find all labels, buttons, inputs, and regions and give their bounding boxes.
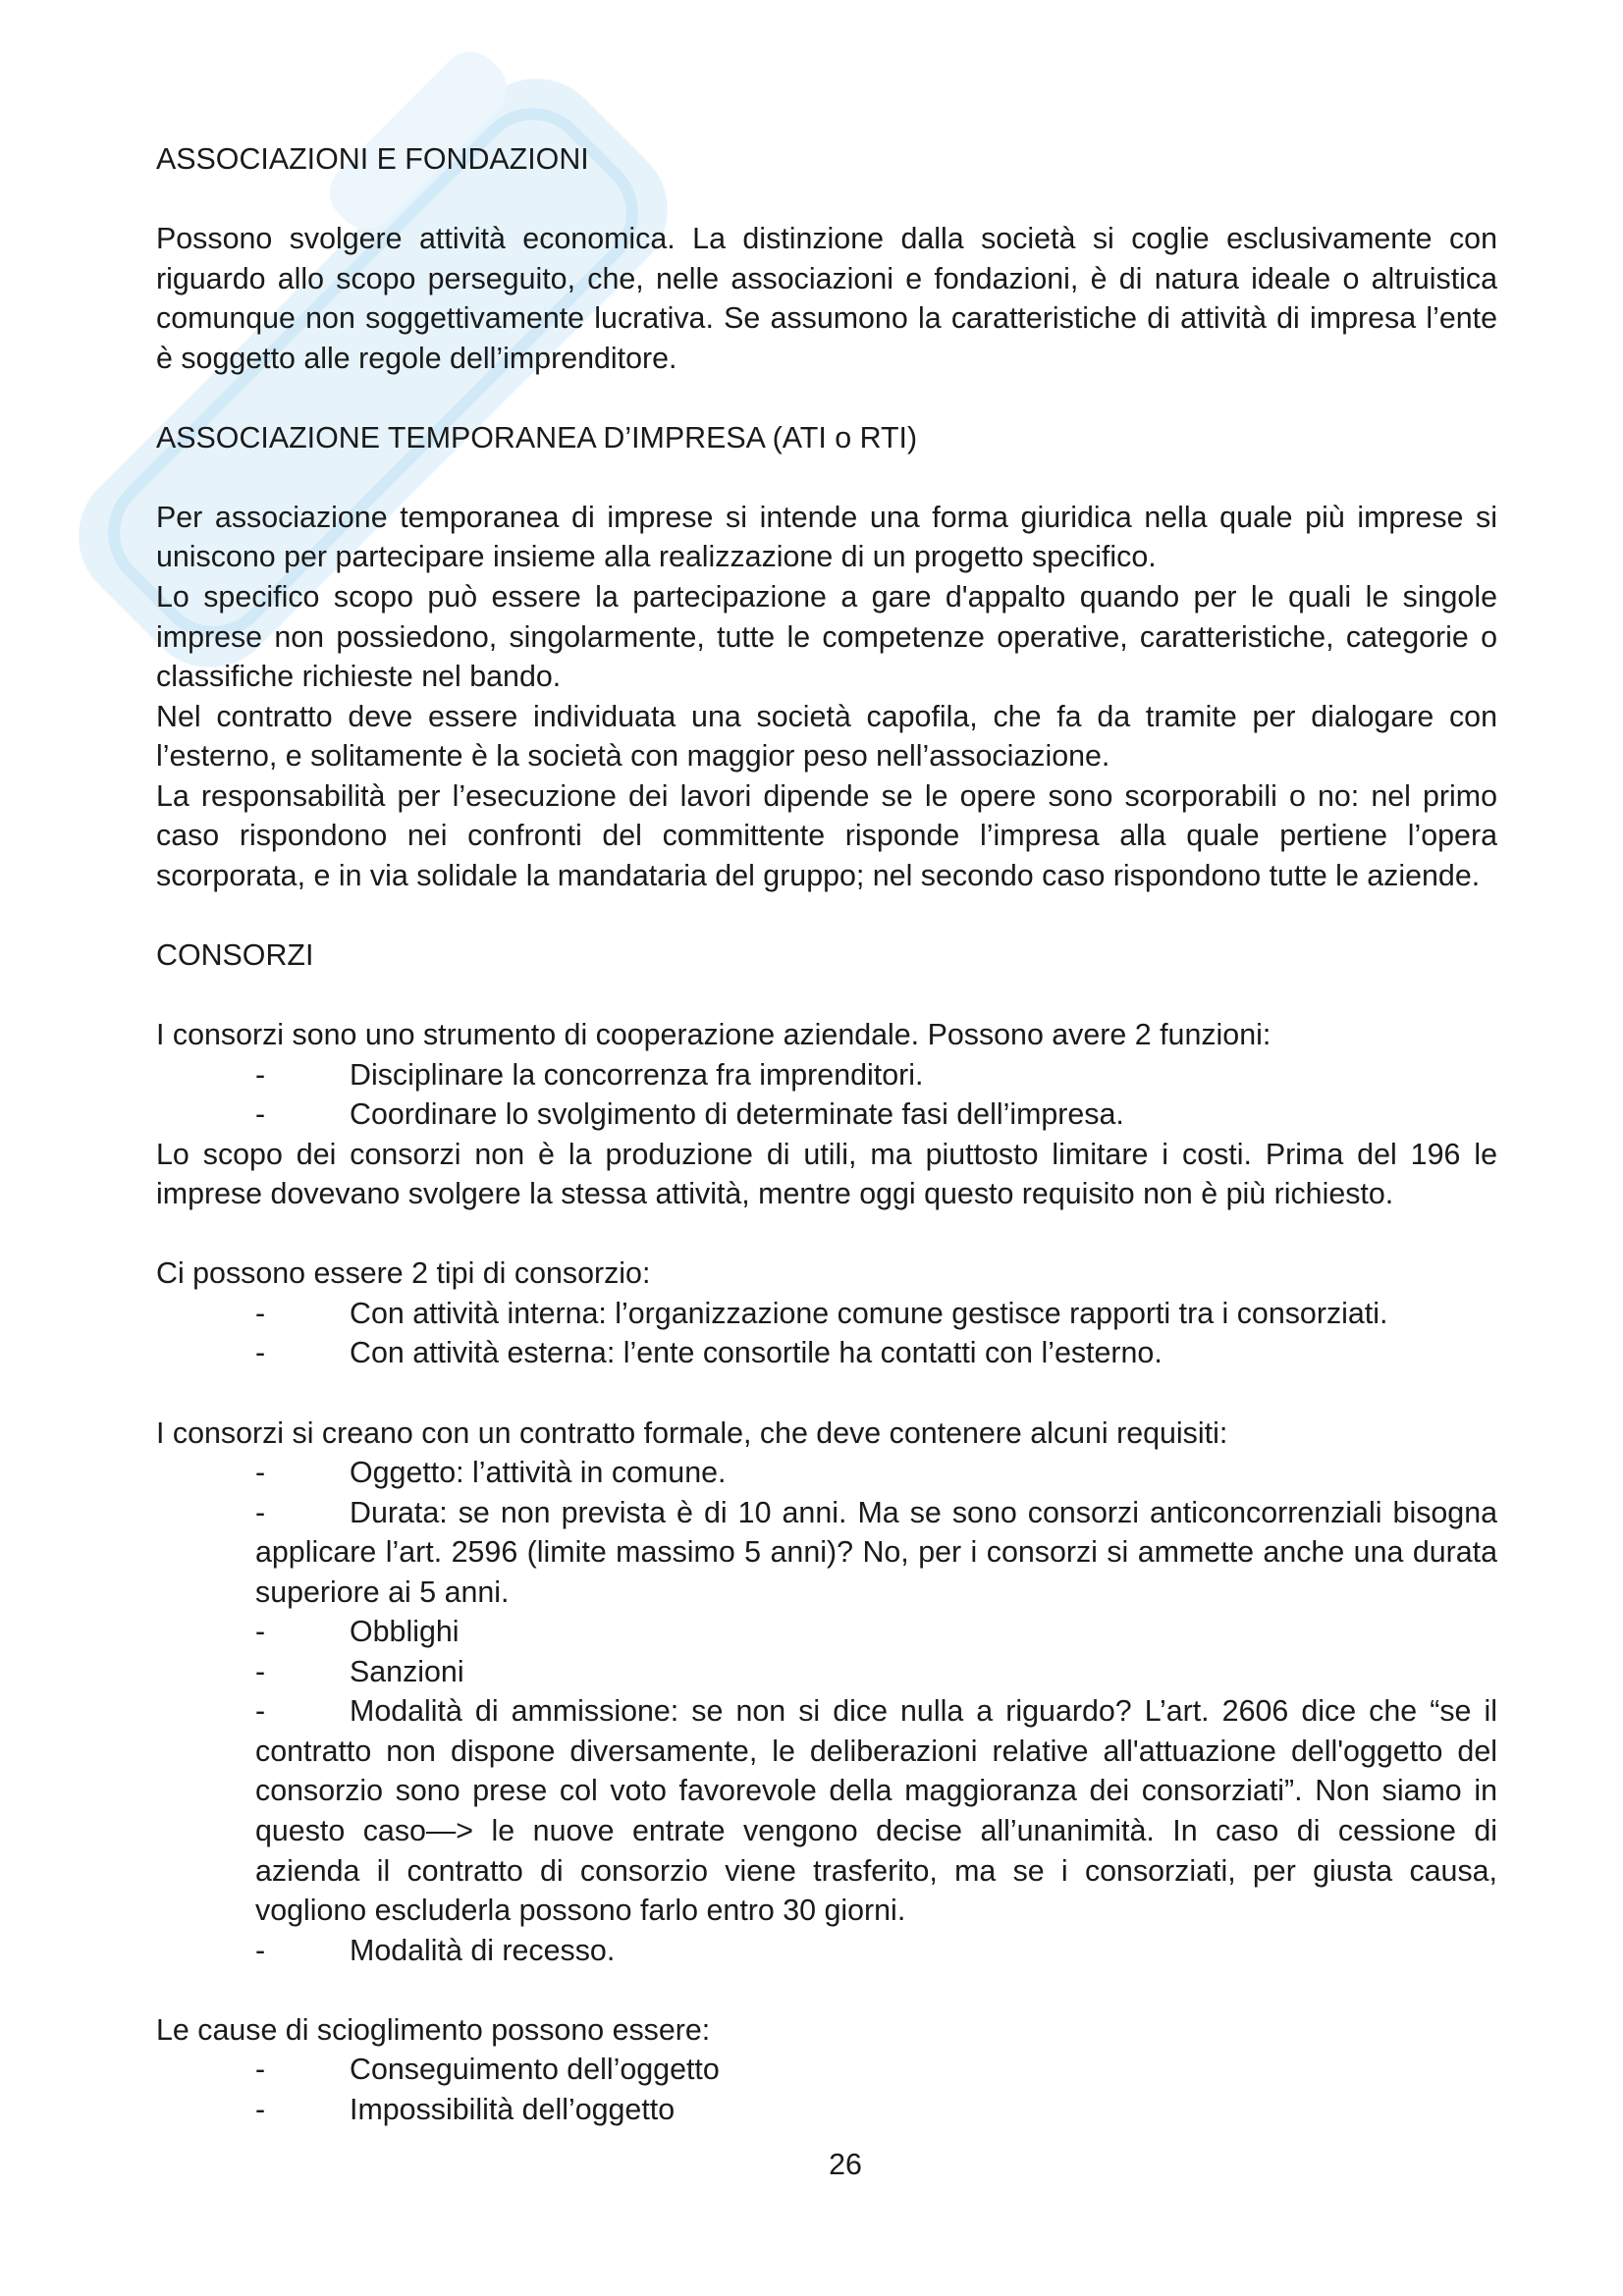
section-heading-associazioni-fondazioni: ASSOCIAZIONI E FONDAZIONI: [156, 142, 589, 176]
list-item: [255, 1095, 1497, 1135]
document-body: [156, 139, 1497, 2129]
list-item-text: Disciplinare la concorrenza fra imprenditori.: [350, 1057, 924, 1092]
paragraph-line: scorporata, e in via solidale la mandataria del gruppo; nel secondo caso rispondono tutte le aziende.: [156, 858, 1481, 892]
spacer: [156, 1970, 1497, 2010]
list-marker: -: [255, 1654, 266, 1688]
paragraph-line: Nel contratto deve essere individuata una società capofila, che fa da tramite per dialogare con: [156, 699, 1497, 733]
page-number: 26: [829, 2148, 862, 2181]
list-item: [255, 2050, 1497, 2090]
list-item-text: Conseguimento dell’oggetto: [350, 2053, 720, 2087]
paragraph-line: riguardo allo scopo perseguito, che, nelle associazioni e fondazioni, è di natura ideale o altruistica: [156, 261, 1497, 295]
list-item: [255, 1055, 1497, 1095]
list-marker: -: [255, 1495, 266, 1529]
list-marker: -: [255, 1097, 266, 1132]
spacer: [156, 1373, 1497, 1414]
list-item: [255, 1453, 1497, 1493]
paragraph-line: comunque non soggettivamente lucrativa. Se assumono la caratteristiche di attività di impresa l’ente: [156, 301, 1497, 336]
paragraph-line: I consorzi si creano con un contratto formale, che deve contenere alcuni requisiti:: [156, 1415, 1228, 1450]
list-item-continuation: consorzio sono prese col voto favorevole della maggioranza dei consorziati”. Non siamo in: [255, 1774, 1497, 1808]
list-marker: -: [255, 1933, 266, 1967]
list-item-text: Con attività interna: l’organizzazione comune gestisce rapporti tra i consorziati.: [350, 1296, 1388, 1330]
paragraph-line: uniscono per partecipare insieme alla realizzazione di un progetto specifico.: [156, 540, 1157, 574]
list-item-text: Impossibilità dell’oggetto: [350, 2092, 676, 2126]
list-item-continuation: vogliono escluderla possono farlo entro 30 giorni.: [255, 1894, 906, 1928]
list-item-continuation: azienda il contratto di consorzio viene trasferito, ma se i consorziati, per giusta causa,: [255, 1853, 1497, 1888]
list-item-text: Sanzioni: [350, 1654, 464, 1688]
section-heading-ati: ASSOCIAZIONE TEMPORANEA D’IMPRESA (ATI o RTI): [156, 420, 918, 454]
spacer: [156, 457, 1497, 498]
list-item-text: Con attività esterna: l’ente consortile ha contatti con l’esterno.: [350, 1336, 1163, 1370]
list-item-text: Obblighi: [350, 1615, 460, 1649]
paragraph-line: La responsabilità per l’esecuzione dei lavori dipende se le opere sono scorporabili o no: nel primo: [156, 778, 1497, 813]
list-marker: -: [255, 1296, 266, 1330]
list-item-continuation: questo caso—> le nuove entrate vengono decise all’unanimità. In caso di cessione di: [255, 1813, 1497, 1847]
spacer: [156, 378, 1497, 418]
list-item-text: Modalità di ammissione: se non si dice nulla a riguardo? L’art. 2606 dice che “se il: [350, 1694, 1497, 1729]
list-item-text: Durata: se non prevista è di 10 anni. Ma se sono consorzi anticoncorrenziali bisogna: [350, 1495, 1497, 1529]
paragraph-line: classifiche richieste nel bando.: [156, 660, 562, 694]
list-marker: -: [255, 2053, 266, 2087]
spacer: [156, 895, 1497, 935]
list-marker: -: [255, 1456, 266, 1490]
paragraph-line: l’esterno, e solitamente è la società con maggior peso nell’associazione.: [156, 739, 1110, 774]
paragraph-line: I consorzi sono uno strumento di cooperazione aziendale. Possono avere 2 funzioni:: [156, 1018, 1271, 1052]
list-item-text: Coordinare lo svolgimento di determinate fasi dell’impresa.: [350, 1097, 1124, 1132]
list-item: [255, 2090, 1497, 2130]
paragraph-line: è soggetto alle regole dell’imprenditore.: [156, 341, 677, 375]
paragraph-line: Possono svolgere attività economica. La distinzione dalla società si coglie esclusivamente con: [156, 222, 1497, 256]
list-item: [255, 1294, 1497, 1334]
paragraph-line: imprese non possiedono, singolarmente, tutte le competenze operative, caratteristiche, categorie o: [156, 619, 1497, 654]
paragraph-line: Lo scopo dei consorzi non è la produzione di utili, ma piuttosto limitare i costi. Prima del 196 le: [156, 1137, 1497, 1171]
list-marker: -: [255, 1336, 266, 1370]
list-item-continuation: contratto non dispone diversamente, le deliberazioni relative all'attuazione dell'oggetto del: [255, 1734, 1497, 1768]
list-item: [255, 1612, 1497, 1652]
paragraph-line: imprese dovevano svolgere la stessa attività, mentre oggi questo requisito non è più richiesto.: [156, 1177, 1394, 1211]
list-item-continuation: applicare l’art. 2596 (limite massimo 5 anni)? No, per i consorzi si ammette anche una durata: [255, 1535, 1497, 1570]
list-item: [255, 1652, 1497, 1692]
paragraph-line: Ci possono essere 2 tipi di consorzio:: [156, 1256, 651, 1291]
list-marker: -: [255, 1615, 266, 1649]
spacer: [156, 975, 1497, 1015]
list-item-text: Modalità di recesso.: [350, 1933, 616, 1967]
spacer: [156, 180, 1497, 220]
list-item: [255, 1493, 1497, 1533]
list-marker: -: [255, 1057, 266, 1092]
list-item-continuation: superiore ai 5 anni.: [255, 1575, 510, 1609]
paragraph-line: Lo specifico scopo può essere la partecipazione a gare d'appalto quando per le quali le singole: [156, 580, 1497, 614]
section-heading-consorzi: CONSORZI: [156, 937, 314, 972]
list-item: [255, 1931, 1497, 1971]
paragraph-line: caso rispondono nei confronti del committente risponde l’impresa alla quale pertiene l’opera: [156, 819, 1497, 853]
list-marker: -: [255, 2092, 266, 2126]
list-item: [255, 1691, 1497, 1732]
paragraph-line: Le cause di scioglimento possono essere:: [156, 2012, 711, 2047]
list-item-text: Oggetto: l’attività in comune.: [350, 1456, 727, 1490]
paragraph-line: Per associazione temporanea di imprese si intende una forma giuridica nella quale più imprese si: [156, 500, 1497, 534]
list-marker: -: [255, 1694, 266, 1729]
list-item: [255, 1333, 1497, 1373]
spacer: [156, 1214, 1497, 1255]
